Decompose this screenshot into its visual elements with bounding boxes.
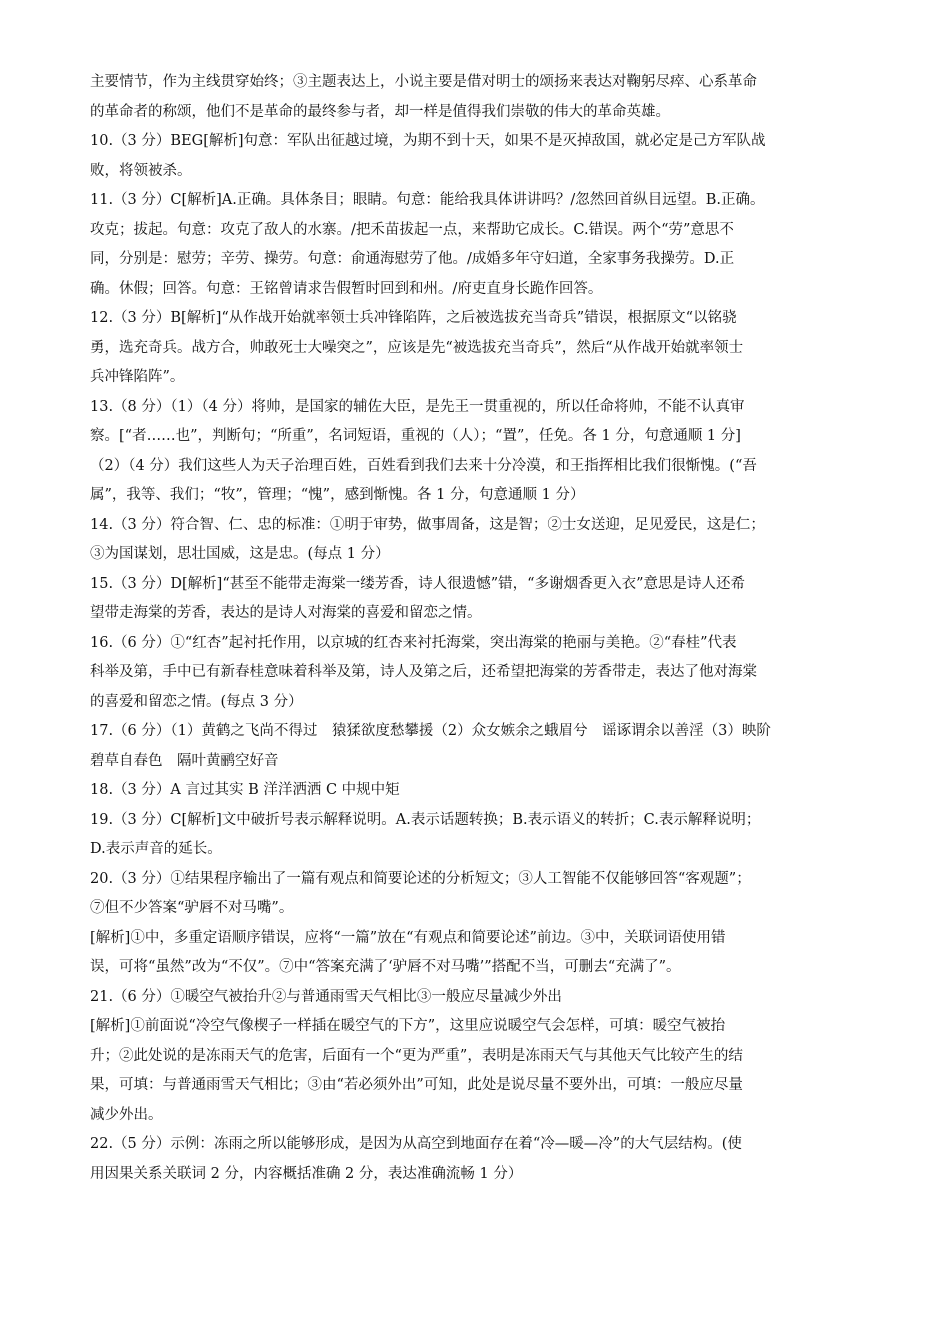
text-line: ③为国谋划，思壮国威，这是忠。(每点 1 分） [90,546,390,562]
text-line: 属”，我等、我们；“牧”，管理；“愧”，感到惭愧。各 1 分，句意通顺 1 分） [90,487,585,503]
text-line: 科举及第，手中已有新春桂意味着科举及第，诗人及第之后，还希望把海棠的芳香带走，表达了他对海棠 [90,664,757,680]
text-line: 察。[“者……也”，判断句；“所重”，名词短语，重视的（人）；“置”，任免。各 1 分，句意通顺 1 分] [90,428,741,444]
text-line: 碧草自春色 隔叶黄鹂空好音 [90,752,279,769]
text-line: 勇，选充奇兵。战方合，帅敢死士大噪突之”，应该是先“被选拔充当奇兵”，然后“从作战开始就率领士 [90,339,744,356]
text-line: 15.（3 分）D[解析]“甚至不能带走海棠一缕芳香，诗人很遗憾”错，“多谢烟香更入衣”意思是诗人还希 [90,575,745,592]
text-line: D.表示声音的延长。 [90,841,222,857]
text-line: 确。休假；回答。句意：王铭曾请求告假暂时回到和州。/府吏直身长跪作回答。 [90,280,603,297]
text-line: 望带走海棠的芳香，表达的是诗人对海棠的喜爱和留恋之情。 [90,605,482,621]
text-line: 20.（3 分）①结果程序输出了一篇有观点和简要论述的分析短文；③人工智能不仅能够回答“客观题”； [90,870,751,887]
text-line: 21.（6 分）①暖空气被抬升②与普通雨雪天气相比③一般应尽量减少外出 [90,988,562,1005]
text-line: 10.（3 分）BEG[解析]句意：军队出征越过境，为期不到十天，如果不是灭掉敌国，就必定是己方军队战 [90,133,766,149]
text-line: ⑦但不少答案“驴唇不对马嘴”。 [90,900,294,916]
text-line: 败，将领被杀。 [90,162,192,179]
text-line: 兵冲锋陷阵”。 [90,369,185,385]
text-line: 19.（3 分）C[解析]文中破折号表示解释说明。A.表示话题转换；B.表示语义的转折；C.表示解释说明； [90,811,761,828]
text-line: （2）（4 分）我们这些人为天子治理百姓，百姓看到我们去来十分冷漠，和王指挥相比我们很惭愧。(“吾 [90,457,757,474]
text-line: 的喜爱和留恋之情。(每点 3 分） [90,693,303,710]
text-line: 的革命者的称颂，他们不是革命的最终参与者，却一样是值得我们崇敬的伟大的革命英雄。 [90,103,670,120]
text-line: 攻克；拔起。句意：攻克了敌人的水寨。/把禾苗拔起一点，来帮助它成长。C.错误。两个“劳”意思不 [90,221,734,238]
text-line: 12.（3 分）B[解析]“从作战开始就率领士兵冲锋陷阵，之后被选拔充当奇兵”错误，根据原文“以铭骁 [90,310,737,326]
text-line: [解析]①前面说“冷空气像楔子一样插在暖空气的下方”，这里应说暖空气会怎样，可填：暖空气被抬 [90,1018,726,1034]
text-line: 13.（8 分）（1）（4 分）将帅，是国家的辅佐大臣，是先王一贯重视的，所以任命将帅，不能不认真审 [90,398,745,415]
text-line: 用因果关系关联词 2 分，内容概括准确 2 分，表达准确流畅 1 分） [90,1165,523,1182]
text-line: 主要情节，作为主线贯穿始终；③主题表达上，小说主要是借对明士的颂扬来表达对鞠躬尽瘁、心系革命 [90,74,757,90]
text-line: 18.（3 分）A 言过其实 B 洋洋洒洒 C 中规中矩 [90,782,400,798]
text-line: 升；②此处说的是冻雨天气的危害，后面有一个“更为严重”，表明是冻雨天气与其他天气比较产生的结 [90,1047,743,1064]
text-line: 误，可将“虽然”改为“不仅”。⑦中“答案充满了‘驴唇不对马嘴’”搭配不当，可删去“充满了”。 [90,959,681,975]
text-line: 同，分别是：慰劳；辛劳、操劳。句意：俞通海慰劳了他。/成婚多年守妇道，全家事务我操劳。D.正 [90,251,735,267]
text-line: 17.（6 分）（1）黄鹤之飞尚不得过 猿猱欲度愁攀援（2）众女嫉余之蛾眉兮 谣诼谓余以善淫（3）映阶 [90,723,771,739]
text-line: 22.（5 分）示例：冻雨之所以能够形成，是因为从高空到地面存在着“冷—暖—冷”的大气层结构。(使 [90,1136,742,1152]
text-line: [解析]①中，多重定语顺序错误，应将“一篇”放在“有观点和简要论述”前边。③中，关联词语使用错 [90,929,726,946]
text-line: 减少外出。 [90,1106,163,1123]
text-line: 16.（6 分）①“红杏”起衬托作用，以京城的红杏来衬托海棠，突出海棠的艳丽与美艳。②“春桂”代表 [90,634,737,651]
text-line: 果，可填：与普通雨雪天气相比；③由“若必须外出”可知，此处是说尽量不要外出，可填：一般应尽量 [90,1077,743,1093]
text-line: 11.（3 分）C[解析]A.正确。具体条目；眼睛。句意：能给我具体讲讲吗？/忽然回首纵目远望。B.正确。 [90,192,765,208]
text-line: 14.（3 分）符合智、仁、忠的标准：①明于审势，做事周备，这是智；②士女送迎，足见爱民，这是仁； [90,516,765,533]
